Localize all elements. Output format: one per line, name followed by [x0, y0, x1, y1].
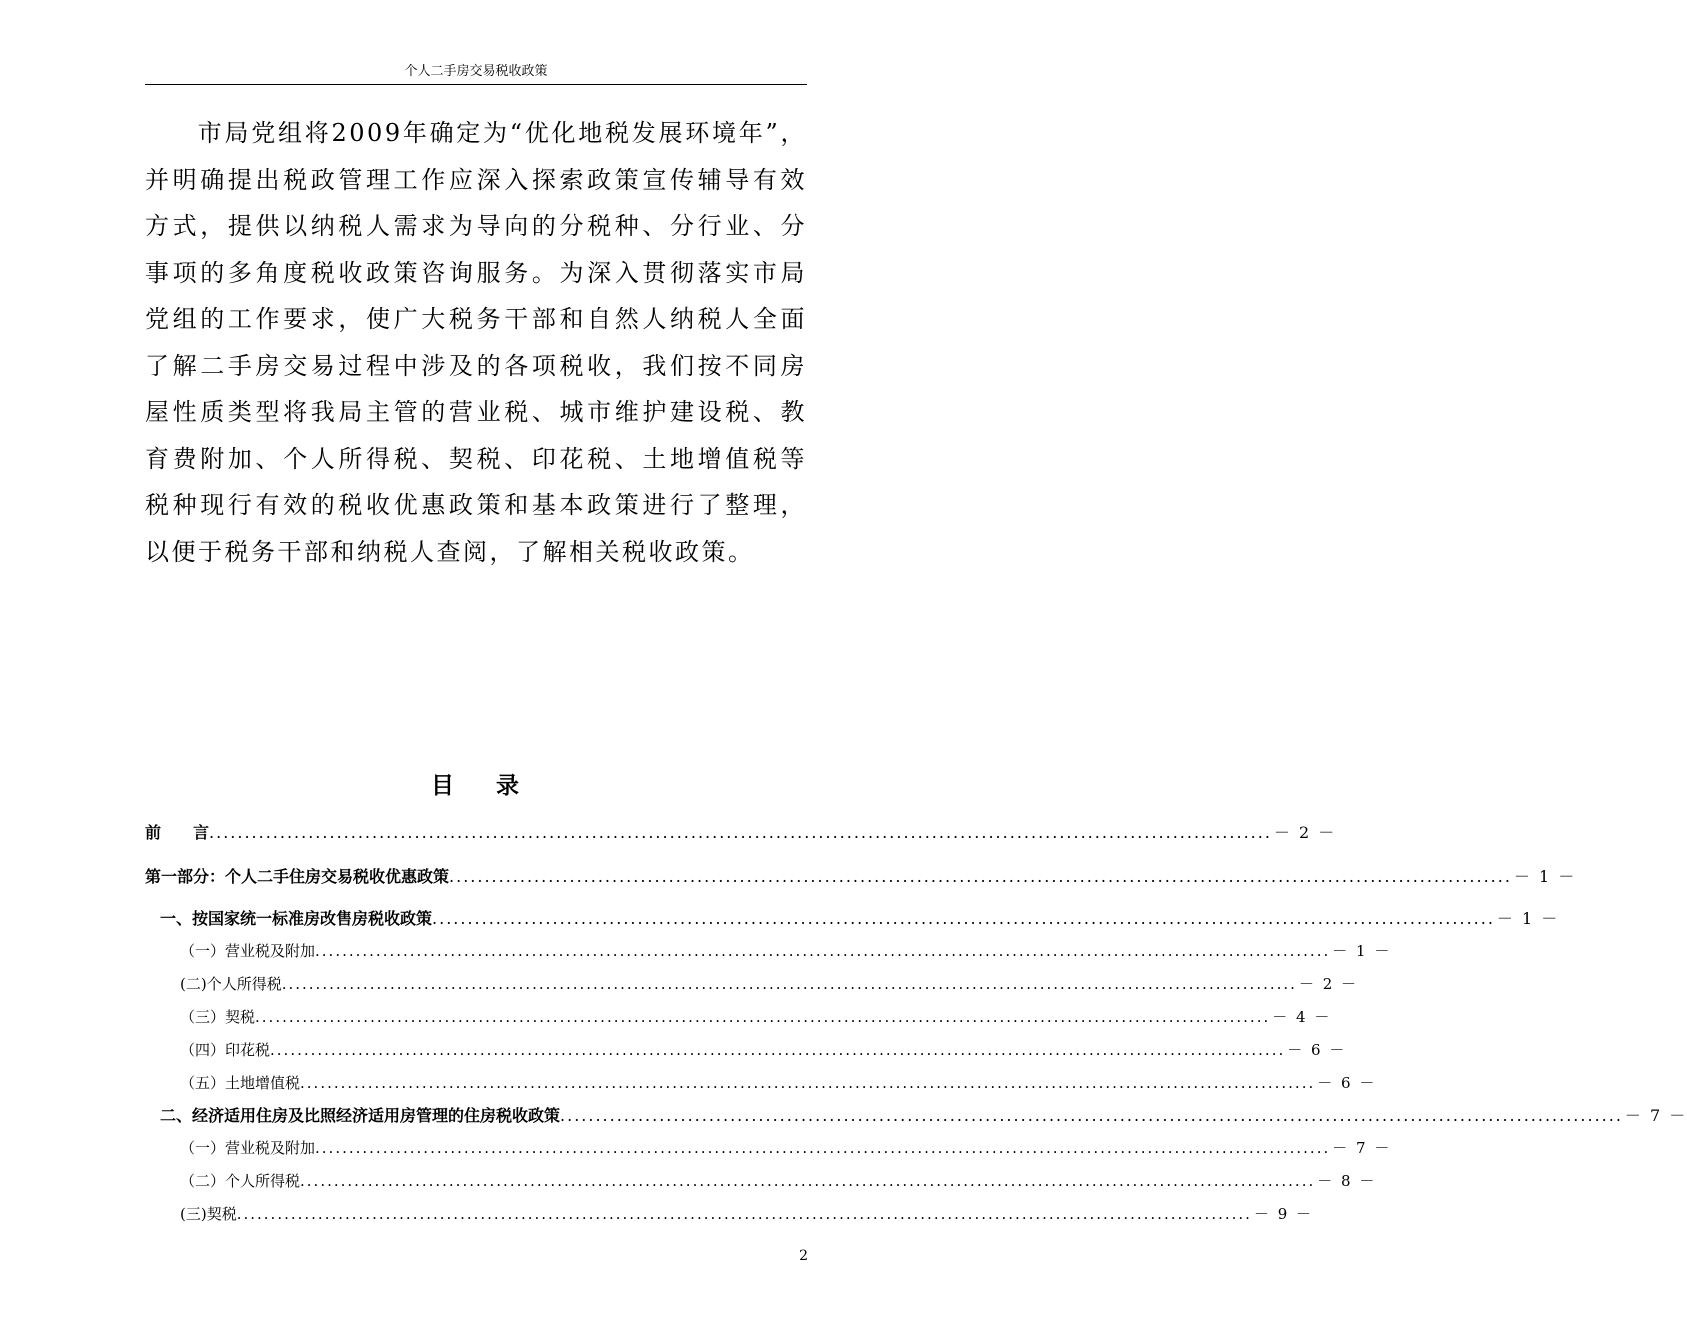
toc-leader: ......................................................................................................................................................	[270, 1041, 1286, 1059]
toc-leader: ......................................................................................................................................................	[315, 942, 1331, 960]
toc-leader: ......................................................................................................................................................	[255, 1008, 1271, 1026]
toc-entry-label: 第一部分：个人二手住房交易税收优惠政策	[145, 867, 450, 886]
toc-entry-label: （三）契税	[180, 1008, 256, 1026]
toc-entry-business-tax-2[interactable]	[180, 1137, 1392, 1158]
toc-entry-page: － 1 －	[1513, 867, 1577, 886]
toc-leader: ......................................................................................................................................................	[315, 1139, 1331, 1157]
toc-entry-page: － 2 －	[1298, 975, 1359, 993]
page-header-title: 个人二手房交易税收政策	[404, 64, 548, 79]
header-divider	[145, 84, 807, 85]
toc-entry-page: － 8 －	[1317, 1172, 1377, 1190]
toc-entry-label: 前 言	[145, 823, 210, 842]
toc-entry-page: － 1 －	[1496, 909, 1560, 928]
toc-entry-section-one[interactable]	[160, 906, 1560, 929]
toc-leader: ......................................................................................................................................................	[560, 1106, 1623, 1125]
toc-entry-label: （一）营业税及附加	[180, 1139, 316, 1157]
toc-entry-label: (二)个人所得税	[180, 975, 282, 993]
intro-paragraph: 市局党组将2009年确定为“优化地税发展环境年”，并明确提出税政管理工作应深入探索政策宣传辅导有效方式，提供以纳税人需求为导向的分税种、分行业、分事项的多角度税收政策咨询服务。为深入贯彻落实市局党组的工作要求，使广大税务干部和自然人纳税人全面了解二手房交易过程中涉及的各项税收，我们按不同房屋性质类型将我局主管的营业税、城市维护建设税、教育费附加、个人所得税、契税、印花税、土地增值税等税种现行有效的税收优惠政策和基本政策进行了整理，以便于税务干部和纳税人查阅，了解相关税收政策。	[145, 119, 807, 566]
toc-entry-page: － 6 －	[1317, 1074, 1377, 1092]
toc-entry-income-tax-1[interactable]	[180, 973, 1359, 994]
toc-entry-deed-tax-2[interactable]	[180, 1203, 1314, 1224]
toc-entry-deed-tax-1[interactable]	[180, 1006, 1332, 1027]
toc-entry-page: － 7 －	[1332, 1139, 1392, 1157]
toc-entry-land-vat-1[interactable]	[180, 1072, 1377, 1093]
page-number: 2	[799, 1248, 808, 1264]
toc-title	[145, 768, 807, 804]
toc-entry-business-tax-1[interactable]	[180, 940, 1392, 961]
toc-entry-page: － 2 －	[1273, 823, 1337, 842]
toc-entry-label: （五）土地增值税	[180, 1074, 301, 1092]
toc-entry-page: － 7 －	[1624, 1106, 1687, 1125]
toc-entry-section-two[interactable]	[160, 1103, 1687, 1126]
toc-entry-page: － 4 －	[1272, 1008, 1332, 1026]
toc-entry-part-one[interactable]	[145, 864, 1577, 887]
toc-title-left: 目	[431, 773, 456, 799]
toc-title-right: 录	[496, 773, 521, 799]
toc-leader: ......................................................................................................................................................	[209, 823, 1272, 842]
toc-leader: ......................................................................................................................................................	[281, 975, 1297, 993]
toc-entry-label: 二、经济适用住房及比照经济适用房管理的住房税收政策	[160, 1106, 561, 1125]
toc-entry-page: － 1 －	[1332, 942, 1392, 960]
toc-entry-preface[interactable]	[145, 820, 1337, 843]
toc-leader: ......................................................................................................................................................	[300, 1172, 1316, 1190]
toc-leader: ......................................................................................................................................................	[236, 1205, 1252, 1223]
toc-entry-stamp-tax-1[interactable]	[180, 1039, 1347, 1060]
toc-entry-income-tax-2[interactable]	[180, 1170, 1377, 1191]
toc-leader: ......................................................................................................................................................	[449, 867, 1512, 886]
toc-entry-page: － 9 －	[1253, 1205, 1314, 1223]
toc-entry-label: (三)契税	[180, 1205, 237, 1223]
toc-entry-label: （一）营业税及附加	[180, 942, 316, 960]
toc-leader: ......................................................................................................................................................	[432, 909, 1495, 928]
toc-entry-label: 一、按国家统一标准房改售房税收政策	[160, 909, 433, 928]
toc-entry-label: （四）印花税	[180, 1041, 271, 1059]
toc-entry-label: （二）个人所得税	[180, 1172, 301, 1190]
toc-leader: ......................................................................................................................................................	[300, 1074, 1316, 1092]
toc-entry-page: － 6 －	[1287, 1041, 1347, 1059]
